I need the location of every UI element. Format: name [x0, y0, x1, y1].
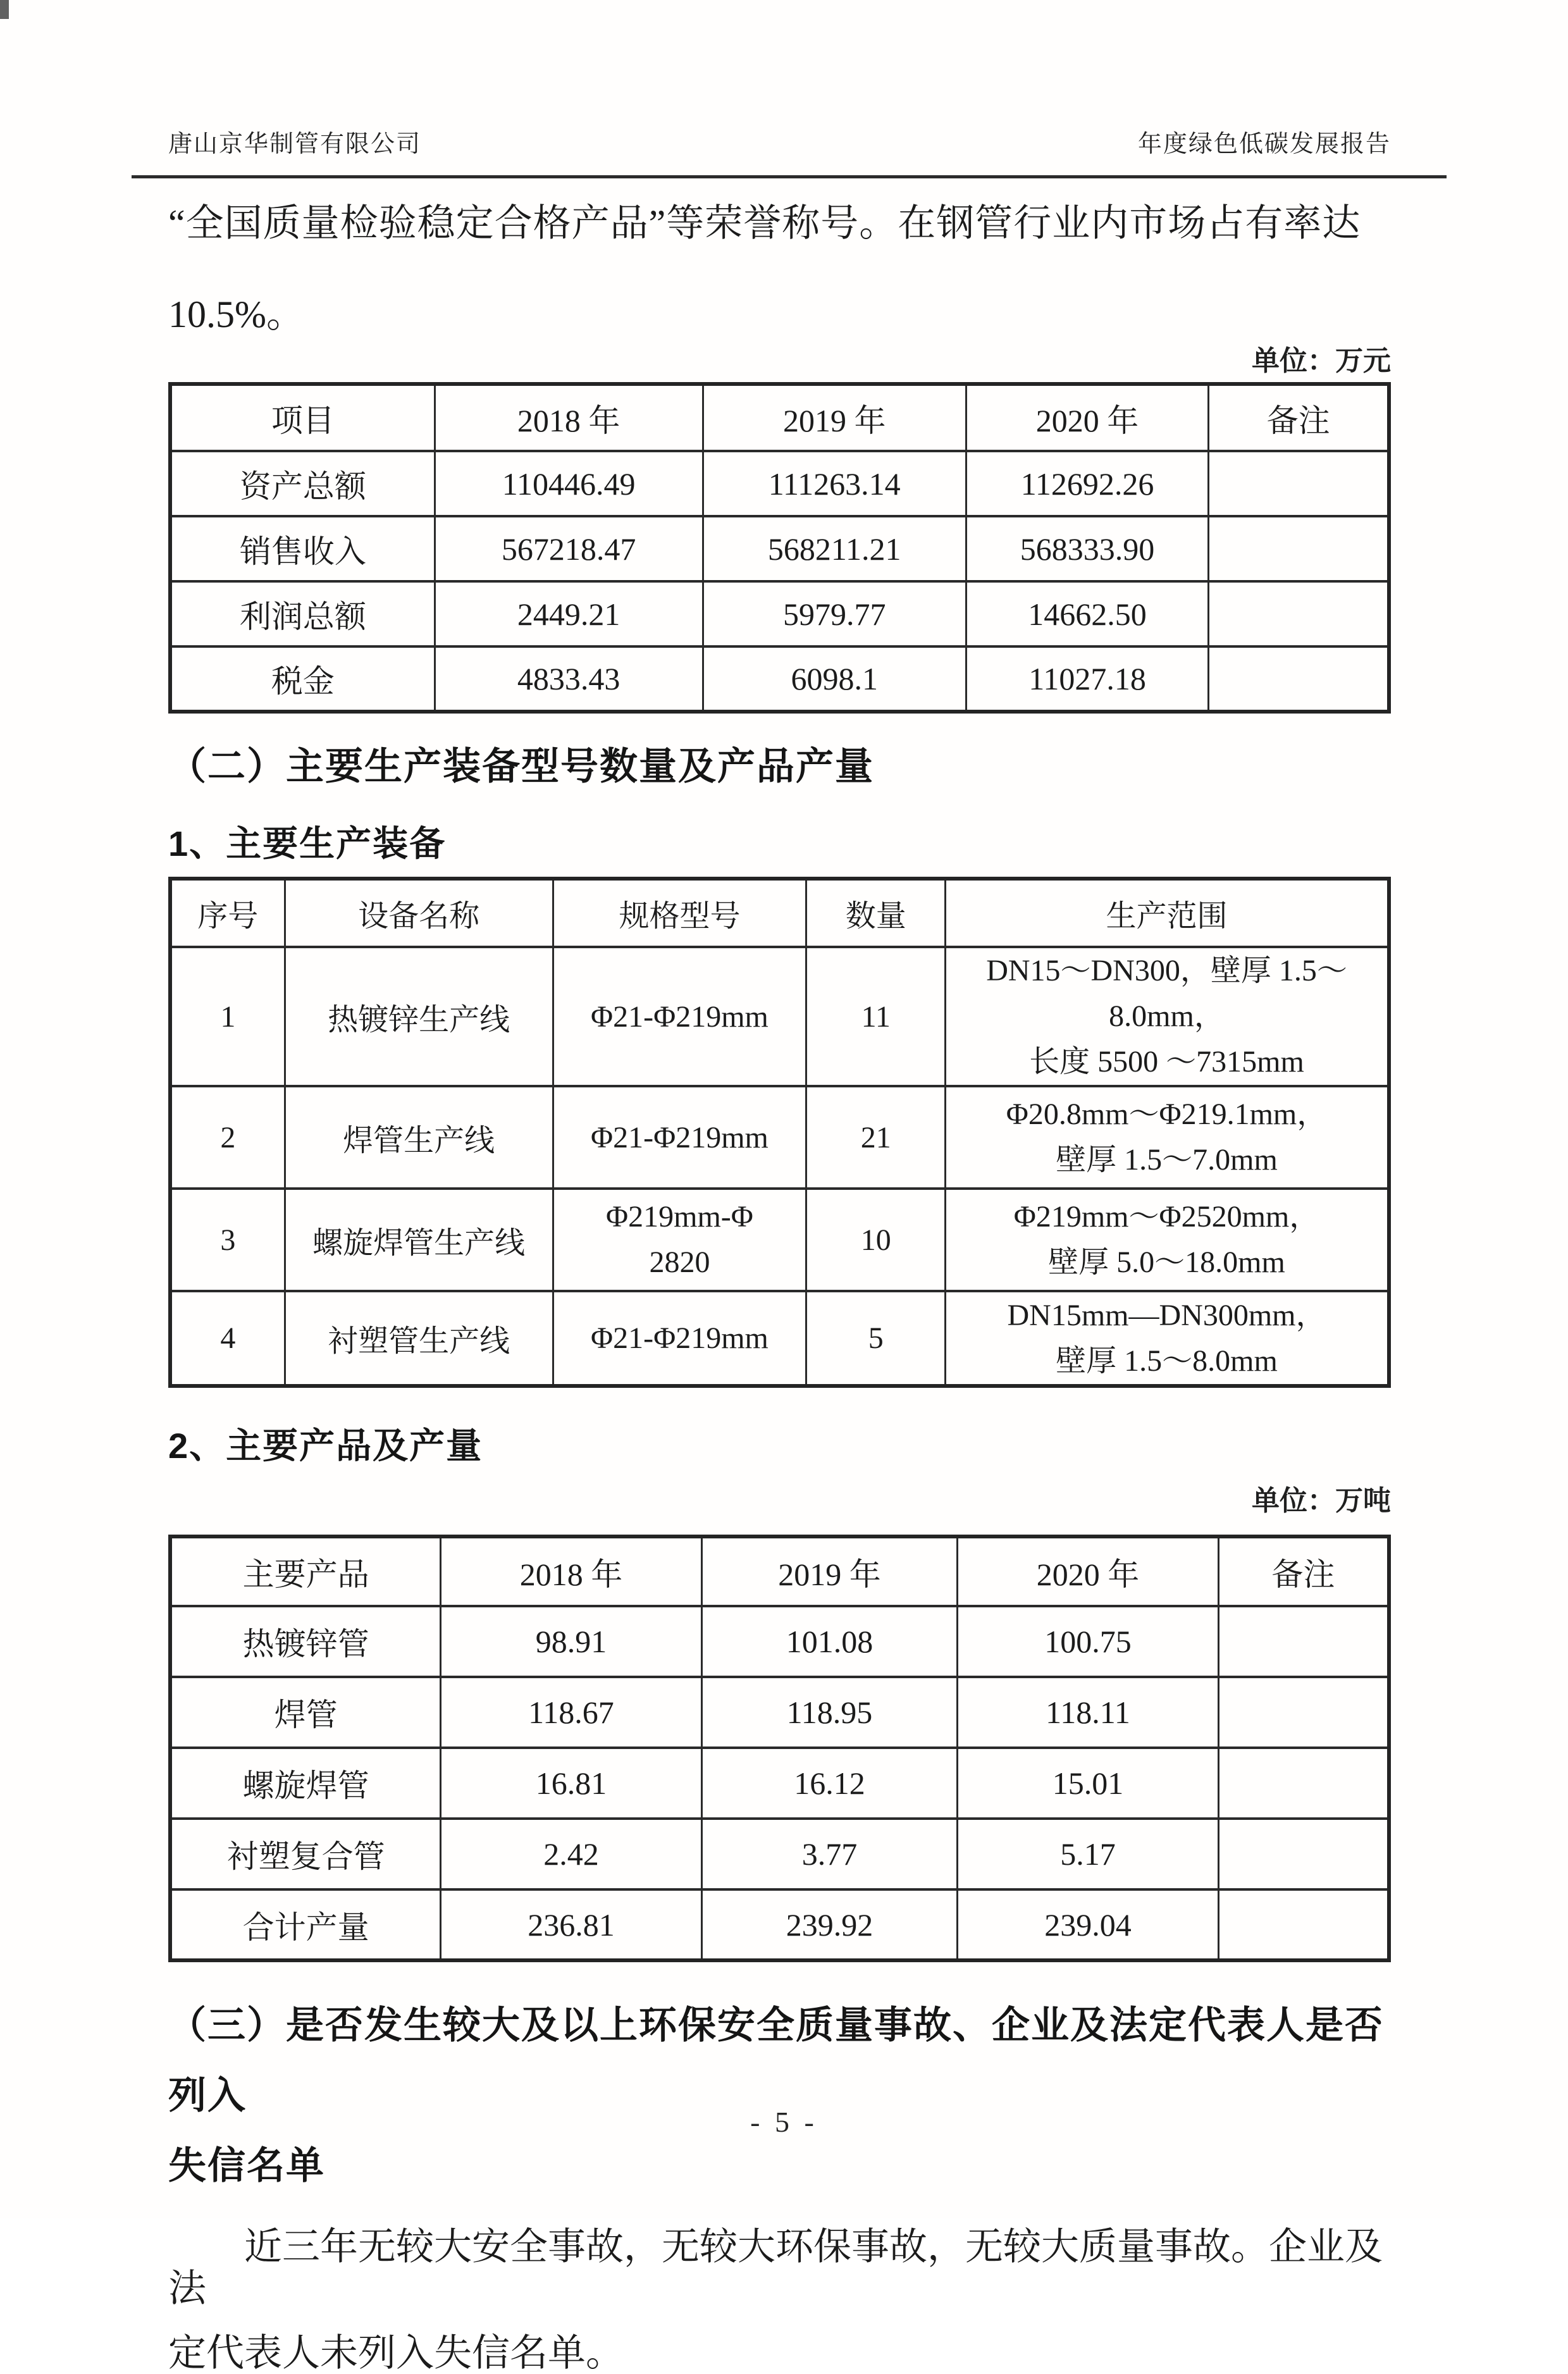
equip-seq: 2: [170, 1086, 285, 1189]
table-row: [170, 1748, 1389, 1819]
page-number: - 5 -: [750, 2106, 818, 2138]
value-2020: 15.01: [958, 1748, 1218, 1819]
prod-col-2018: 2018 年: [441, 1536, 701, 1606]
table-row: [170, 1889, 1389, 1960]
financial-table-unit-label: 单位：万元: [1252, 345, 1391, 376]
table-row: [170, 516, 1389, 581]
row-label: 资产总额: [170, 451, 435, 516]
remark-cell: [1218, 1819, 1389, 1889]
equip-range: [946, 1291, 1389, 1386]
equip-range-line: Φ20.8mm～Φ219.1mm，: [1006, 1097, 1328, 1131]
prod-col-2020: 2020 年: [958, 1536, 1218, 1606]
equip-col-range: 生产范围: [946, 879, 1389, 947]
equip-spec-line: Φ219mm-Φ: [606, 1200, 753, 1233]
table-row: [170, 1819, 1389, 1889]
table-row: [170, 947, 1389, 1086]
products-table-unit-label: 单位：万吨: [1252, 1485, 1391, 1516]
equip-qty: 21: [806, 1086, 946, 1189]
financial-table: [168, 382, 1391, 714]
value-2018: 567218.47: [435, 516, 703, 581]
page-header: [168, 124, 1391, 159]
remark-cell: [1218, 1606, 1389, 1677]
value-2018: 118.67: [441, 1677, 701, 1748]
value-2020: 11027.18: [966, 646, 1208, 712]
value-2019: 118.95: [701, 1677, 958, 1748]
equip-seq: 4: [170, 1291, 285, 1386]
equip-name: 衬塑管生产线: [285, 1291, 553, 1386]
table-row: [170, 646, 1389, 712]
value-2019: 239.92: [701, 1889, 958, 1960]
equipment-table: [168, 877, 1391, 1388]
equip-spec: Φ21-Φ219mm: [553, 1086, 806, 1189]
row-label: 热镀锌管: [170, 1606, 441, 1677]
equip-spec: Φ21-Φ219mm: [553, 1291, 806, 1386]
remark-cell: [1218, 1889, 1389, 1960]
equip-qty: 10: [806, 1189, 946, 1291]
prod-col-product: 主要产品: [170, 1536, 441, 1606]
row-label: 销售收入: [170, 516, 435, 581]
equip-spec: Φ21-Φ219mm: [553, 947, 806, 1086]
table-row: [170, 1291, 1389, 1386]
financial-col-remark: 备注: [1209, 384, 1389, 451]
equip-range: [946, 1086, 1389, 1189]
value-2018: 2.42: [441, 1819, 701, 1889]
equip-range-line: 壁厚 1.5～7.0mm: [1056, 1143, 1278, 1177]
value-2018: 110446.49: [435, 451, 703, 516]
value-2020: 100.75: [958, 1606, 1218, 1677]
equip-qty: 5: [806, 1291, 946, 1386]
table-row: [170, 1606, 1389, 1677]
value-2019: 5979.77: [703, 581, 966, 646]
financial-col-item: 项目: [170, 384, 435, 451]
equip-range-line: 长度 5500 ～7315mm: [1029, 1045, 1304, 1079]
remark-cell: [1209, 451, 1389, 516]
intro-paragraph-line-1: “全国质量检验稳定合格产品”等荣誉称号。在钢管行业内市场占有率达: [168, 202, 1361, 244]
prod-col-2019: 2019 年: [701, 1536, 958, 1606]
value-2019: 6098.1: [703, 646, 966, 712]
row-label: 利润总额: [170, 581, 435, 646]
equip-range-line: DN15～DN300，壁厚 1.5～8.0mm，: [986, 954, 1347, 1033]
remark-cell: [1209, 516, 1389, 581]
value-2019: 111263.14: [703, 451, 966, 516]
remark-cell: [1218, 1748, 1389, 1819]
row-label: 税金: [170, 646, 435, 712]
row-label: 衬塑复合管: [170, 1819, 441, 1889]
header-rule: [132, 175, 1447, 178]
row-label: 合计产量: [170, 1889, 441, 1960]
equipment-header-row: [170, 879, 1389, 947]
equip-name: 热镀锌生产线: [285, 947, 553, 1086]
value-2019: 3.77: [701, 1819, 958, 1889]
financial-col-2020: 2020 年: [966, 384, 1208, 451]
equip-spec: [553, 1189, 806, 1291]
table-row: [170, 451, 1389, 516]
equip-seq: 3: [170, 1189, 285, 1291]
subsection-2-heading: 2、主要产品及产量: [168, 1426, 483, 1466]
section-3-heading-line-2: 失信名单: [168, 2144, 325, 2187]
value-2019: 101.08: [701, 1606, 958, 1677]
prod-col-remark: 备注: [1218, 1536, 1389, 1606]
products-table: [168, 1535, 1391, 1962]
equip-range-line: Φ219mm～Φ2520mm，: [1013, 1200, 1320, 1233]
equip-range-line: DN15mm—DN300mm，: [1007, 1298, 1326, 1332]
value-2020: 5.17: [958, 1819, 1218, 1889]
section-3-heading-line-1: （三）是否发生较大及以上环保安全质量事故、企业及法定代表人是否列入: [168, 2004, 1384, 2117]
closing-paragraph-line-1: 近三年无较大安全事故，无较大环保事故，无较大质量事故。企业及法: [168, 2226, 1383, 2309]
value-2018: 16.81: [441, 1748, 701, 1819]
table-row: [170, 1677, 1389, 1748]
value-2019: 568211.21: [703, 516, 966, 581]
row-label: 焊管: [170, 1677, 441, 1748]
remark-cell: [1209, 646, 1389, 712]
value-2018: 2449.21: [435, 581, 703, 646]
equip-range: [946, 1189, 1389, 1291]
financial-col-2018: 2018 年: [435, 384, 703, 451]
intro-paragraph-line-2: 10.5%。: [168, 294, 304, 335]
subsection-1-heading: 1、主要生产装备: [168, 824, 447, 863]
value-2018: 236.81: [441, 1889, 701, 1960]
row-label: 螺旋焊管: [170, 1748, 441, 1819]
value-2018: 98.91: [441, 1606, 701, 1677]
equip-spec-line: 2820: [649, 1246, 710, 1279]
equip-col-spec: 规格型号: [553, 879, 806, 947]
equip-range-line: 壁厚 5.0～18.0mm: [1048, 1246, 1285, 1279]
table-row: [170, 581, 1389, 646]
financial-header-row: [170, 384, 1389, 451]
header-report-title: 年度绿色低碳发展报告: [1137, 131, 1391, 158]
products-header-row: [170, 1536, 1389, 1606]
closing-paragraph-line-2: 定代表人未列入失信名单。: [168, 2332, 624, 2374]
equip-name: 焊管生产线: [285, 1086, 553, 1189]
equip-name: 螺旋焊管生产线: [285, 1189, 553, 1291]
equip-col-seq: 序号: [170, 879, 285, 947]
remark-cell: [1218, 1677, 1389, 1748]
value-2020: 568333.90: [966, 516, 1208, 581]
value-2020: 14662.50: [966, 581, 1208, 646]
equip-col-name: 设备名称: [285, 879, 553, 947]
table-row: [170, 1189, 1389, 1291]
equip-col-qty: 数量: [806, 879, 946, 947]
value-2018: 4833.43: [435, 646, 703, 712]
value-2019: 16.12: [701, 1748, 958, 1819]
section-2-heading: （二）主要生产装备型号数量及产品产量: [168, 745, 874, 788]
financial-col-2019: 2019 年: [703, 384, 966, 451]
remark-cell: [1209, 581, 1389, 646]
equip-seq: 1: [170, 947, 285, 1086]
equip-range-line: 壁厚 1.5～8.0mm: [1056, 1344, 1278, 1378]
value-2020: 112692.26: [966, 451, 1208, 516]
value-2020: 239.04: [958, 1889, 1218, 1960]
scan-artifact: [0, 0, 9, 19]
table-row: [170, 1086, 1389, 1189]
equip-qty: 11: [806, 947, 946, 1086]
section-3-heading: [168, 1990, 1391, 2201]
header-company-name: 唐山京华制管有限公司: [168, 131, 422, 158]
value-2020: 118.11: [958, 1677, 1218, 1748]
equip-range: [946, 947, 1389, 1086]
